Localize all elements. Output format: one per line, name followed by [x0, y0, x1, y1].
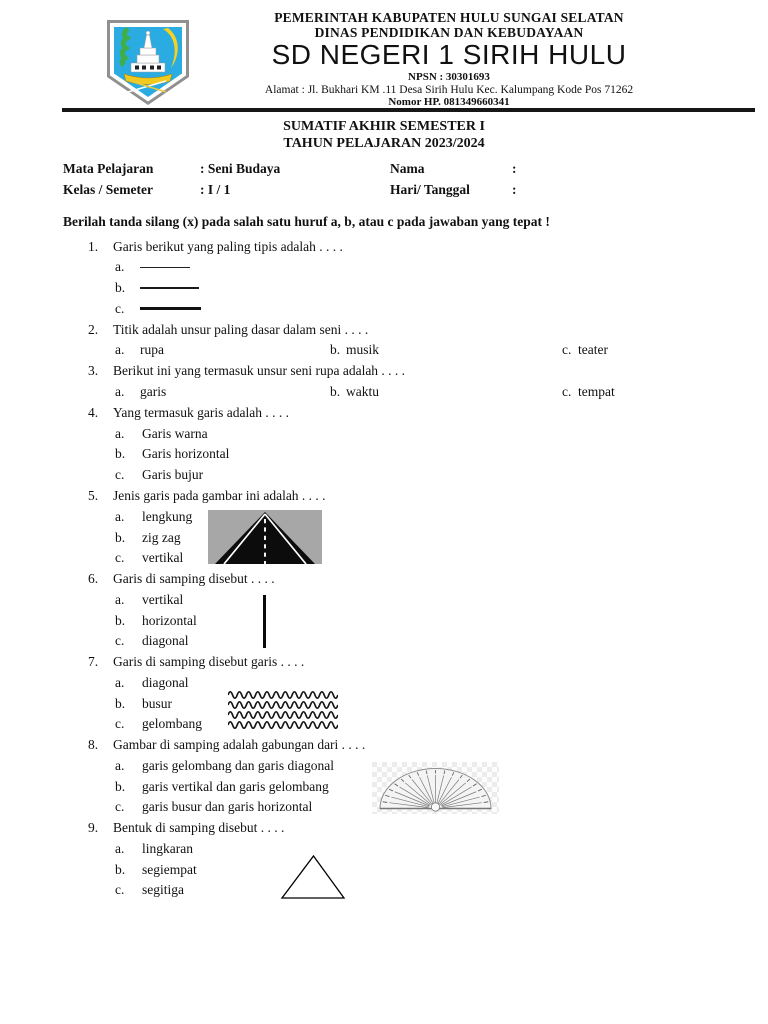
question-number: 2. [88, 321, 99, 337]
option-label: segiempat [142, 861, 197, 877]
exam-title-line1: SUMATIF AKHIR SEMESTER I [283, 119, 485, 134]
option-letter: c. [115, 799, 125, 815]
option-label: Garis warna [142, 425, 208, 441]
question-text: Yang termasuk garis adalah . . . . [113, 404, 289, 420]
question-number: 3. [88, 363, 99, 379]
option-label: Garis horizontal [142, 446, 230, 462]
option-label: tempat [578, 384, 615, 400]
question-number: 9. [88, 820, 99, 836]
option-letter: b. [330, 384, 341, 400]
option-label: Garis bujur [142, 467, 204, 483]
npsn-line: NPSN : 30301693 [408, 71, 490, 83]
triangle-figure [280, 854, 346, 900]
department-line: DINAS PENDIDIKAN DAN KEBUDAYAAN [314, 24, 584, 40]
option-letter: c. [115, 716, 125, 732]
option-letter: a. [115, 591, 125, 607]
vertical-line-figure [263, 595, 266, 648]
question-text: Garis berikut yang paling tipis adalah . . . . [113, 238, 343, 254]
option-label: diagonal [142, 633, 189, 649]
question-text: Garis di samping disebut . . . . [113, 571, 275, 587]
option-label: horizontal [142, 612, 197, 628]
letterhead-text [150, 0, 748, 109]
option-label: lingkaran [142, 841, 193, 857]
option-letter: c. [115, 882, 125, 898]
option-letter: a. [115, 259, 125, 275]
option-letter: b. [115, 612, 126, 628]
option-label: teater [578, 342, 608, 358]
question-text: Titik adalah unsur paling dasar dalam seni . . . . [113, 321, 369, 337]
option-letter: a. [115, 342, 125, 358]
question-8 [88, 735, 768, 818]
question-text: Garis di samping disebut garis . . . . [113, 654, 305, 670]
question-text: Gambar di samping adalah gabungan dari . . . . [113, 737, 366, 753]
option-label: busur [142, 695, 172, 711]
class-label: Kelas / Semeter [63, 182, 153, 197]
protractor-figure [372, 762, 499, 814]
option-label: gelombang [142, 716, 202, 732]
question-number: 1. [88, 238, 99, 254]
question-9 [88, 818, 768, 901]
question-number: 5. [88, 488, 99, 503]
question-text: Berikut ini yang termasuk unsur seni rupa adalah . . . . [113, 363, 406, 379]
option-letter: a. [115, 508, 125, 524]
government-line: PEMERINTAH KABUPATEN HULU SUNGAI SELATAN [274, 10, 624, 25]
option-letter: b. [115, 529, 126, 545]
class-value: : I / 1 [200, 182, 231, 197]
date-label: Hari/ Tanggal [390, 182, 470, 197]
option-letter: b. [115, 280, 126, 296]
question-number: 7. [88, 654, 99, 670]
question-1 [88, 236, 768, 319]
name-colon: : [512, 161, 517, 176]
option-letter: b. [115, 778, 126, 794]
question-4 [88, 402, 768, 485]
question-7 [88, 652, 768, 735]
letterhead-divider [62, 108, 755, 112]
option-letter: a. [115, 758, 125, 774]
option-letter: c. [562, 384, 572, 400]
option-label: vertikal [142, 591, 184, 607]
question-5 [88, 486, 768, 569]
name-label: Nama [390, 161, 425, 176]
question-text: Bentuk di samping disebut . . . . [113, 820, 285, 836]
option-letter: b. [115, 695, 126, 711]
option-letter: c. [115, 467, 125, 483]
option-label: garis [140, 384, 167, 400]
option-letter: a. [115, 384, 125, 400]
address-line: Alamat : Jl. Bukhari KM .11 Desa Sirih Hulu Kec. Kalumpang Kode Pos 71262 [264, 83, 634, 96]
option-label: garis gelombang dan garis diagonal [142, 758, 334, 774]
date-colon: : [512, 182, 517, 197]
question-number: 8. [88, 737, 99, 753]
letterhead [0, 0, 768, 108]
option-letter: a. [115, 841, 125, 857]
option-letter: a. [115, 674, 125, 690]
option-letter: c. [115, 633, 125, 649]
exam-title [0, 119, 768, 152]
question-number: 4. [88, 404, 99, 420]
option-label: rupa [140, 342, 164, 358]
option-letter: c. [115, 550, 125, 566]
question-list [88, 236, 768, 901]
option-label: segitiga [142, 882, 184, 898]
question-text: Jenis garis pada gambar ini adalah . . . . [113, 488, 326, 503]
option-label: garis busur dan garis horizontal [142, 799, 313, 815]
option-label: vertikal [142, 550, 184, 566]
road-photo-figure [208, 510, 322, 564]
option-label: zig zag [142, 529, 181, 545]
exam-title-line2: TAHUN PELAJARAN 2023/2024 [283, 135, 485, 151]
question-3 [88, 361, 768, 403]
option-label: lengkung [142, 508, 193, 524]
option-label: musik [346, 342, 380, 358]
question-2 [88, 319, 768, 361]
option-letter: a. [115, 425, 125, 441]
option-letter: b. [115, 861, 126, 877]
thin-line-graphic [140, 267, 190, 268]
option-letter: b. [330, 342, 341, 358]
option-letter: c. [562, 342, 572, 358]
thick-line-graphic [140, 307, 201, 310]
option-label: waktu [346, 384, 379, 400]
instruction: Berilah tanda silang (x) pada salah satu huruf a, b, atau c pada jawaban yang tepat ! [63, 214, 550, 229]
option-letter: b. [115, 446, 126, 462]
question-number: 6. [88, 571, 99, 587]
option-letter: c. [115, 300, 125, 316]
option-label: diagonal [142, 674, 189, 690]
phone-line: Nomor HP. 081349660341 [388, 96, 510, 108]
subject-label: Mata Pelajaran [63, 161, 154, 176]
wavy-lines-figure [228, 687, 338, 729]
medium-line-graphic [140, 287, 199, 289]
question-6 [88, 569, 768, 652]
option-label: garis vertikal dan garis gelombang [142, 778, 329, 794]
school-district-emblem [104, 18, 192, 107]
subject-value: : Seni Budaya [200, 161, 281, 176]
school-name: SD NEGERI 1 SIRIH HULU [271, 39, 627, 70]
exam-info [63, 161, 768, 203]
